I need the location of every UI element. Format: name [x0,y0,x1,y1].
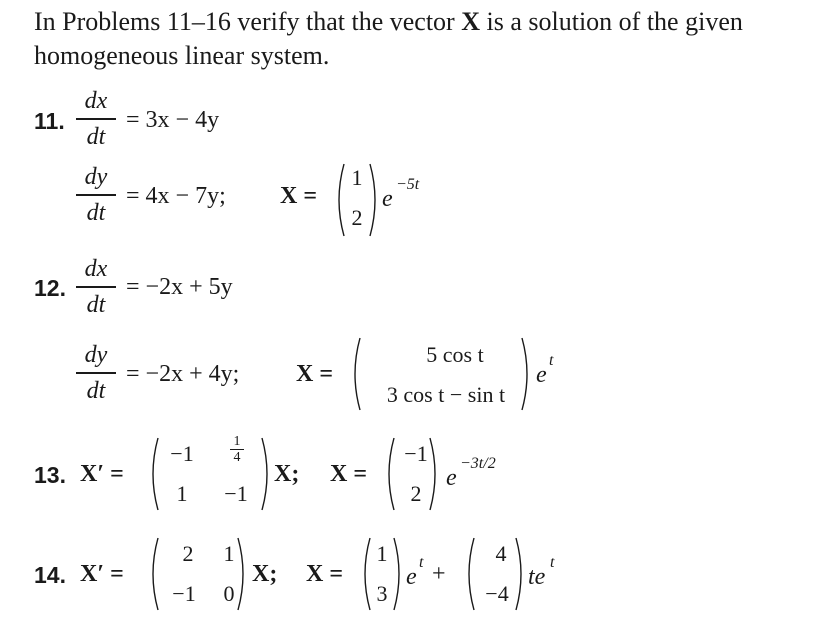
fraction-numerator: dy [84,164,108,190]
p12-vec-entry-1: 5 cos t [426,342,484,367]
p11-eq2-rhs: = 4x − 7y; [126,183,226,209]
p13-after-matrix: X; [274,461,300,487]
p12-dx-dt-fraction [76,256,116,318]
p13-matrix-a22: −1 [224,481,248,506]
p12-exponent: t [549,352,554,369]
fraction-denominator: dt [86,199,106,226]
p11-dy-dt-fraction [76,164,116,226]
p12-vec-entry-2: 3 cos t − sin t [386,382,506,407]
p14-vec2-entry-1: 4 [495,541,507,566]
p14-matrix-a21: −1 [172,581,196,606]
p13-exp-base: e [446,465,457,491]
intro-vector-x: X [461,7,480,36]
p13-lhs: X′ = [80,461,124,487]
p12-dy-dt-fraction [76,342,116,404]
p11-exponent: −5t [396,176,420,193]
fraction-numerator: dx [84,88,108,114]
fraction-denominator: dt [86,123,106,150]
fraction-bar [76,194,116,196]
p12-exp-base: e [536,362,547,388]
fraction-bar [76,286,116,288]
fraction-bar [76,372,116,374]
problem-12-number: 12. [34,275,66,301]
p14-vec1-entry-2: 3 [376,581,388,606]
p14-matrix-a22: 0 [223,581,235,606]
p11-vec-entry-1: 1 [351,165,363,190]
p13-x-equals: X = [330,461,368,487]
p14-matrix-a12: 1 [223,541,235,566]
intro-text-end: is a solution of the given [480,7,743,36]
p11-exp-base: e [382,186,393,212]
problem-14-number: 14. [34,562,66,588]
problem-13-number: 13. [34,462,66,488]
p14-term1-base: e [406,564,417,590]
fraction-bar [76,118,116,120]
fraction-denominator: dt [86,377,106,404]
p11-x-equals: X = [280,183,318,209]
p14-term1-exponent: t [419,554,424,571]
intro-line-2: homogeneous linear system. [34,41,330,70]
p11-eq1-rhs: = 3x − 4y [126,107,220,133]
fraction-numerator: dx [84,256,108,282]
p14-x-equals: X = [306,561,344,587]
fraction-numerator: dy [84,342,108,368]
p13-exponent: −3t/2 [460,455,496,472]
p13-vec-entry-1: −1 [404,441,428,466]
p14-matrix-a11: 2 [182,541,194,566]
intro-text: In Problems 11–16 verify that the vector [34,7,462,36]
p11-vec-entry-2: 2 [351,205,363,230]
p14-term2-exponent: t [550,554,555,571]
p14-vec2-entry-2: −4 [485,581,509,606]
p14-vec1-entry-1: 1 [376,541,388,566]
intro-line-1 [34,6,743,38]
p12-x-equals: X = [296,361,334,387]
p11-dx-dt-fraction [76,88,116,150]
problem-11-number: 11. [34,108,65,134]
p14-term2-base: te [528,564,546,590]
p14-plus: + [432,561,446,587]
p14-after-matrix: X; [252,561,278,587]
fraction-numerator: 1 [233,434,241,449]
p13-matrix-a12 [222,434,252,465]
p12-eq2-rhs: = −2x + 4y; [126,361,240,387]
p13-matrix-a21: 1 [176,481,188,506]
p12-eq1-rhs: = −2x + 5y [126,274,233,300]
fraction-denominator: dt [86,291,106,318]
fraction-denominator: 4 [233,450,241,465]
p13-vec-entry-2: 2 [410,481,422,506]
p13-matrix-a11: −1 [170,441,194,466]
p14-lhs: X′ = [80,561,124,587]
